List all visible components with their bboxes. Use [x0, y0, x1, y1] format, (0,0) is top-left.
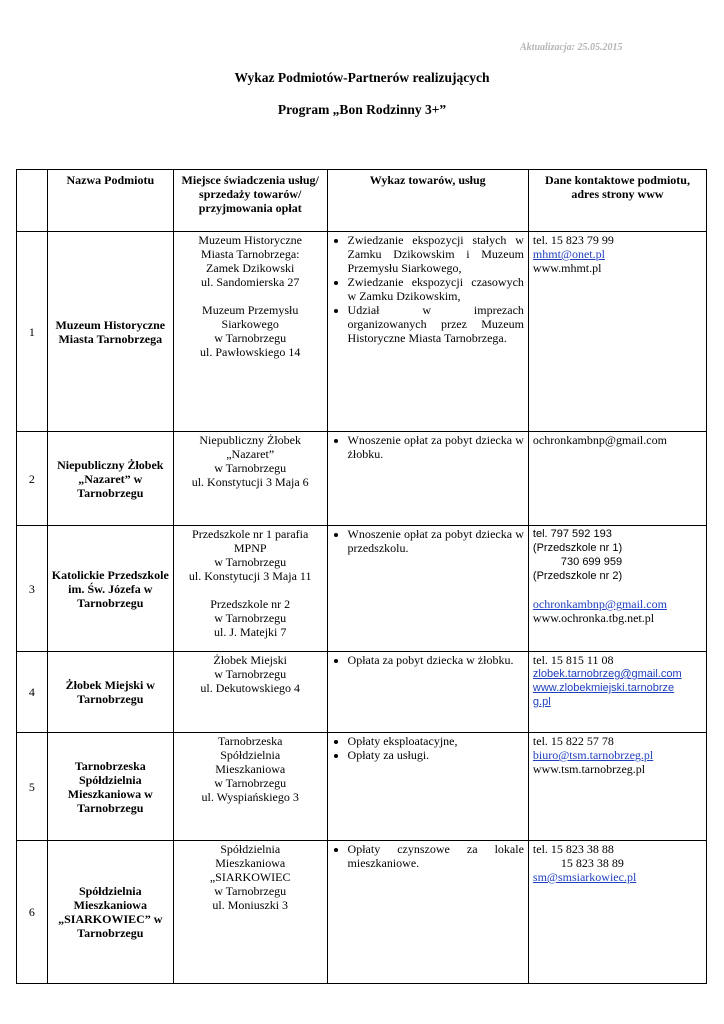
service-item: • Zwiedzanie ekspozycji czasowych w Zamku Dzikowskim, [348, 275, 524, 303]
place-line: Spółdzielnia [220, 842, 281, 856]
contact-info [528, 432, 706, 526]
table-row [17, 652, 707, 733]
contact-info [528, 232, 706, 432]
table-header-row [17, 170, 707, 232]
place-line: Żłobek Miejski [213, 653, 288, 667]
contact-line: 730 699 959 [560, 556, 623, 568]
header-service-place: Miejsce świadczenia usług/ sprzedaży towarów/ przyjmowania opłat [173, 170, 327, 232]
place-line: ul. Sandomierska 27 [201, 275, 300, 289]
contact-line: tel. 15 822 57 78 [532, 734, 614, 748]
service-item: • Wnoszenie opłat za pobyt dziecka w żłobku. [348, 433, 524, 461]
place-line: Spółdzielnia [220, 748, 281, 762]
service-place [173, 232, 327, 432]
contact-line: www.ochronka.tbg.net.pl [532, 611, 655, 625]
place-line: w Tarnobrzegu [214, 776, 287, 790]
row-number: 2 [17, 432, 48, 526]
place-line: w Tarnobrzegu [214, 884, 287, 898]
place-line: w Tarnobrzegu [214, 461, 287, 475]
place-line: w Tarnobrzegu [214, 555, 287, 569]
place-line: Tarnobrzeska [217, 734, 283, 748]
services-list [327, 733, 528, 841]
service-item: • Udział w imprezach organizowanych przez Muzeum Historyczne Miasta Tarnobrzega. [348, 303, 524, 345]
service-item: • Zwiedzanie ekspozycji stałych w Zamku Dzikowskim i Muzeum Przemysłu Siarkowego, [348, 233, 524, 275]
place-line: w Tarnobrzegu [214, 331, 287, 345]
contact-link[interactable]: sm@smsiarkowiec.pl [532, 870, 637, 884]
service-place [173, 526, 327, 652]
row-number: 3 [17, 526, 48, 652]
row-number: 6 [17, 841, 48, 984]
service-item: • Opłata za pobyt dziecka w żłobku. [348, 653, 524, 667]
place-line: Przedszkole nr 2 [210, 597, 291, 611]
place-line: ul. Pawłowskiego 14 [200, 345, 301, 359]
place-line: Mieszkaniowa [215, 856, 286, 870]
contact-line: (Przedszkole nr 1) [532, 542, 623, 554]
place-line: ul. Moniuszki 3 [212, 898, 289, 912]
place-line: w Tarnobrzegu [214, 667, 287, 681]
place-line: w Tarnobrzegu [214, 611, 287, 625]
contact-line: www.tsm.tarnobrzeg.pl [532, 762, 646, 776]
place-line: Mieszkaniowa [215, 762, 286, 776]
place-line: ul. Konstytucji 3 Maja 11 [188, 569, 312, 583]
place-line: ul. Dekutowskiego 4 [200, 681, 301, 695]
entity-name: Niepubliczny Żłobek „Nazaret” w Tarnobrzegu [47, 432, 173, 526]
place-line: Niepubliczny Żłobek [199, 433, 302, 447]
contact-link[interactable]: biuro@tsm.tarnobrzeg.pl [532, 748, 654, 762]
contact-info [528, 841, 706, 984]
service-item: • Opłaty za usługi. [348, 748, 524, 762]
services-list [327, 232, 528, 432]
entity-name: Katolickie Przedszkole im. Św. Józefa w Tarnobrzegu [47, 526, 173, 652]
place-line: Muzeum Historyczne [198, 233, 303, 247]
place-line [178, 289, 323, 303]
service-item: • Opłaty eksploatacyjne, [348, 734, 524, 748]
place-line: MPNP [233, 541, 267, 555]
entity-name: Muzeum Historyczne Miasta Tarnobrzega [47, 232, 173, 432]
place-line: Miasta Tarnobrzega: [200, 247, 300, 261]
header-services: Wykaz towarów, usług [327, 170, 528, 232]
row-number: 1 [17, 232, 48, 432]
contact-line: tel. 15 823 79 99 [532, 233, 614, 247]
contact-link[interactable]: www.zlobekmiejski.tarnobrze [532, 682, 675, 694]
contact-info [528, 733, 706, 841]
contact-link[interactable]: mhmt@onet.pl [532, 247, 605, 261]
place-line: Zamek Dzikowski [206, 261, 295, 275]
place-line: ul. Konstytucji 3 Maja 6 [191, 475, 309, 489]
contact-line: www.mhmt.pl [532, 261, 602, 275]
place-line: ul. J. Matejki 7 [214, 625, 287, 639]
table-row [17, 232, 707, 432]
place-line: ul. Wyspiańskiego 3 [201, 790, 299, 804]
contact-link[interactable]: zlobek.tarnobrzeg@gmail.com [532, 668, 682, 680]
partners-table [16, 169, 707, 984]
entity-name: Żłobek Miejski w Tarnobrzegu [47, 652, 173, 733]
service-item: • Opłaty czynszowe za lokale mieszkaniowe. [348, 842, 524, 870]
contact-line: ochronkambnp@gmail.com [532, 433, 667, 447]
contact-line [533, 583, 702, 597]
services-list [327, 841, 528, 984]
service-item: • Wnoszenie opłat za pobyt dziecka w przedszkolu. [348, 527, 524, 555]
table-row [17, 733, 707, 841]
contact-link[interactable]: ochronkambnp@gmail.com [532, 597, 667, 611]
place-line: „Nazaret” [226, 447, 275, 461]
services-list [327, 652, 528, 733]
service-place [173, 733, 327, 841]
services-list [327, 432, 528, 526]
contact-info [528, 652, 706, 733]
service-place [173, 652, 327, 733]
contact-info [528, 526, 706, 652]
contact-link[interactable]: g.pl [532, 696, 551, 708]
contact-line: (Przedszkole nr 2) [532, 570, 623, 582]
place-line: „SIARKOWIEC [209, 870, 291, 884]
service-place [173, 432, 327, 526]
header-contact: Dane kontaktowe podmiotu, adres strony www [528, 170, 706, 232]
place-line: Siarkowego [221, 317, 279, 331]
header-entity-name: Nazwa Podmiotu [47, 170, 173, 232]
entity-name: Spółdzielnia Mieszkaniowa „SIARKOWIEC” w Tarnobrzegu [47, 841, 173, 984]
contact-line: tel. 15 815 11 08 [532, 653, 614, 667]
contact-line: tel. 15 823 38 88 [532, 842, 614, 856]
services-list [327, 526, 528, 652]
row-number: 4 [17, 652, 48, 733]
update-date: Aktualizacja: 25.05.2015 [520, 42, 623, 53]
header-number [17, 170, 48, 232]
contact-line: tel. 797 592 193 [532, 528, 612, 540]
contact-line: 15 823 38 89 [560, 856, 624, 870]
service-place [173, 841, 327, 984]
table-row [17, 526, 707, 652]
row-number: 5 [17, 733, 48, 841]
entity-name: Tarnobrzeska Spółdzielnia Mieszkaniowa w Tarnobrzegu [47, 733, 173, 841]
document-subtitle: Program „Bon Rodzinny 3+” [277, 102, 447, 117]
table-row [17, 841, 707, 984]
document-title: Wykaz Podmiotów-Partnerów realizujących [234, 70, 490, 85]
place-line: Muzeum Przemysłu [202, 303, 299, 317]
place-line [178, 583, 323, 597]
table-row [17, 432, 707, 526]
place-line: Przedszkole nr 1 parafia [192, 527, 309, 541]
